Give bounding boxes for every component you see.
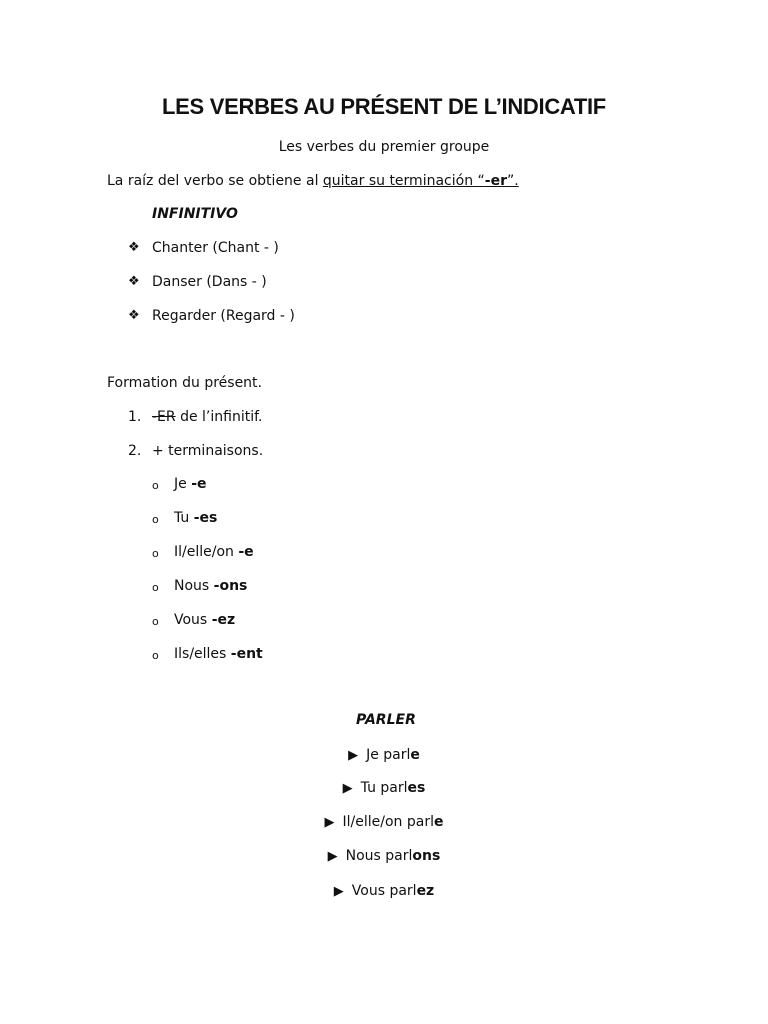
conjugation-stem: Vous parl: [351, 883, 417, 899]
conjugation-ending: e: [410, 747, 420, 763]
formation-heading: Formation du présent.: [107, 375, 262, 391]
pronoun: Vous: [174, 612, 212, 628]
step-2: + terminaisons.: [152, 443, 264, 459]
conjugation-line: [0, 747, 768, 763]
conjugation-line: [0, 883, 768, 899]
conjugation-stem: Nous parl: [345, 848, 413, 864]
circle-bullet-icon: o: [152, 479, 159, 492]
bullet-icon: ❖: [128, 240, 140, 255]
circle-bullet-icon: o: [152, 513, 159, 526]
infinitive-item: Danser (Dans - ): [152, 274, 267, 290]
ending: -ons: [213, 578, 248, 594]
intro-prefix: La raíz del verbo se obtiene al: [107, 173, 323, 189]
ending: -e: [191, 476, 207, 492]
conjugation-line: [0, 848, 768, 864]
circle-bullet-icon: o: [152, 581, 159, 594]
conjugation-ending: ons: [412, 848, 441, 864]
ending: -es: [193, 510, 218, 526]
termination-item: [174, 646, 263, 662]
termination-item: [174, 510, 217, 526]
intro-underlined-text: quitar su terminación “: [322, 173, 485, 189]
subtitle: Les verbes du premier groupe: [278, 139, 490, 155]
termination-item: [174, 612, 235, 628]
infinitive-item: Regarder (Regard - ): [152, 308, 295, 324]
pronoun: Nous: [174, 578, 214, 594]
page-title: LES VERBES AU PRÉSENT DE L’INDICATIF: [162, 94, 606, 119]
pronoun: Il/elle/on: [174, 544, 239, 560]
conjugation-ending: ez: [416, 883, 435, 899]
struck-er: -ER: [152, 409, 176, 425]
infinitivo-heading: INFINITIVO: [152, 206, 238, 222]
circle-bullet-icon: o: [152, 615, 159, 628]
play-arrow-icon: ▶: [327, 849, 338, 864]
intro-underlined: [323, 173, 519, 189]
infinitive-item: Chanter (Chant - ): [152, 240, 279, 256]
step-1: [152, 409, 262, 425]
ending: -e: [238, 544, 254, 560]
pronoun: Je: [174, 476, 192, 492]
conjugation-stem: Tu parl: [360, 780, 408, 796]
step-1-text: de l’infinitif.: [175, 409, 263, 425]
ending: -ez: [211, 612, 236, 628]
termination-item: [174, 544, 254, 560]
play-arrow-icon: ▶: [342, 781, 353, 796]
step-number: 1.: [128, 409, 142, 425]
circle-bullet-icon: o: [152, 649, 159, 662]
step-number: 2.: [128, 443, 142, 459]
play-arrow-icon: ▶: [324, 815, 335, 830]
termination-item: [174, 578, 247, 594]
bullet-icon: ❖: [128, 274, 140, 289]
termination-item: [174, 476, 207, 492]
play-arrow-icon: ▶: [333, 884, 344, 899]
conjugation-stem: Je parl: [366, 747, 411, 763]
circle-bullet-icon: o: [152, 547, 159, 560]
conjugation-stem: Il/elle/on parl: [342, 814, 434, 830]
intro-paragraph: [107, 173, 519, 189]
conjugation-line: [0, 780, 768, 796]
parler-heading: PARLER: [356, 712, 416, 728]
intro-ending: -er: [484, 173, 507, 189]
pronoun: Ils/elles: [174, 646, 231, 662]
pronoun: Tu: [174, 510, 194, 526]
play-arrow-icon: ▶: [348, 748, 359, 763]
bullet-icon: ❖: [128, 308, 140, 323]
intro-close: ”.: [507, 173, 519, 189]
conjugation-ending: e: [433, 814, 444, 830]
ending: -ent: [230, 646, 263, 662]
conjugation-line: [0, 814, 768, 830]
conjugation-ending: es: [407, 780, 426, 796]
